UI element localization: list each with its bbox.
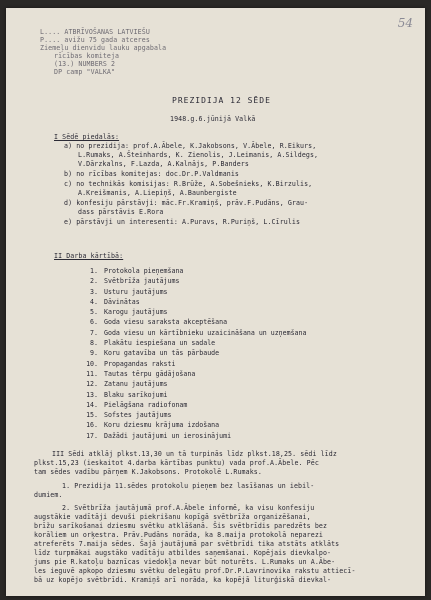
- agenda-item-label: Dāvinātas: [104, 297, 140, 306]
- opening-line: III Sēdi atklāj plkst.13,30 un tā turpinās līdz plkst.18,25. sēdi līdz: [52, 450, 337, 458]
- agenda-item-label: Protokola pieņemšana: [104, 267, 184, 275]
- agenda-item-number: 12.: [86, 380, 98, 389]
- agenda-item-number: 6.: [90, 318, 98, 327]
- agenda-item-label: Blaku sarīkojumi: [104, 390, 168, 399]
- participant-line: a) no prezidija: prof.A.Ābele, K.Jakobsons, V.Ābele, R.Eikurs,: [64, 142, 317, 150]
- participant-line: c) no technikās komisijas: R.Brūže, A.Sobešnieks, K.Birzulis,: [64, 180, 313, 188]
- participant-line: d) konfesiju pārstāvji: māc.Fr.Kramiņš, prāv.F.Pudāns, Grau-: [64, 199, 309, 207]
- participant-line: A.Kreišmanis, A.Liepiņš, A.Baunbergiste: [78, 189, 237, 197]
- agenda-item: [82, 266, 306, 276]
- agenda-item-number: 9.: [90, 349, 98, 358]
- point-line: brīžu sarīkošanai dziesmu svētku atklāšanā. Šis svētbrīdis paredzēts bez: [34, 522, 328, 530]
- agenda-item: [82, 287, 306, 297]
- agenda-item: [82, 328, 306, 338]
- agenda-item-label: Svētbrīža jautājums: [104, 277, 180, 286]
- agenda-item-label: Plakātu iespiešana un sadale: [104, 339, 216, 348]
- agenda-item: [82, 348, 306, 358]
- agenda-item-label: Tautas tērpu gādājošana: [104, 369, 196, 378]
- document-title: PREZIDIJA 12 SĒDE: [172, 96, 271, 105]
- participant-line: L.Rumaks, A.Šteinhards, K. Zienolis, J.Leimanis, A.Sildegs,: [78, 151, 319, 159]
- agenda-item: [82, 400, 306, 410]
- participant-line: dass pārstāvis E.Rora: [78, 208, 164, 216]
- agenda-heading: II Darba kārtībā:: [54, 252, 124, 260]
- agenda-item-label: Dažādi jautājumi un ierosinājumi: [104, 431, 232, 440]
- agenda-item-label: Zatanu jautājums: [104, 380, 168, 389]
- point-line: līdz turpmākai augstāko vadītāju atbildes saņemšanai. Kopējais dievkalpo-: [34, 549, 332, 557]
- org-line: DP camp "VALKA": [54, 68, 116, 76]
- point-line: les ieguvē apkopo dziesmu svētku delegātu prof.Dr.P.Lavrinovika rakstu attiecī-: [34, 567, 356, 575]
- agenda-item-number: 1.: [90, 267, 98, 275]
- agenda-item-label: Koru dziesmu krājuma izdošana: [104, 421, 220, 430]
- agenda-item-label: Koru gatavība un tās pārbaude: [104, 349, 220, 358]
- org-line: L.... ATBRĪVOŠANAS LATVIEŠU: [40, 28, 150, 36]
- agenda-item-number: 10.: [86, 359, 98, 368]
- point-line: atreferēts 7.maija sēdes. Šajā jautājumā par svētbrīdi tika atstāts atklāts: [34, 540, 340, 548]
- agenda-item-number: 14.: [86, 400, 98, 409]
- org-line: (13.) NUMBERS 2: [54, 60, 116, 68]
- agenda-item: [82, 420, 306, 430]
- agenda-item-number: 11.: [86, 369, 98, 378]
- opening-line: plkst.15,23 (ieskaitot 4.darba kārtības punktu) vada prof.A.Ābele. Pēc: [34, 459, 319, 467]
- participant-line: e) pārstāvji un interesenti: A.Puravs, R.Puriņš, L.Cīrulis: [64, 218, 301, 226]
- org-line: rīcības komiteja: [54, 52, 120, 60]
- agenda-item-label: Karogu jautājums: [104, 308, 168, 317]
- agenda-item: [82, 276, 306, 286]
- participant-line: b) no rīcības komitejas: doc.Dr.P.Valdmanis: [64, 170, 239, 178]
- agenda-list: [82, 266, 306, 441]
- agenda-item-label: Propagandas raksti: [104, 359, 176, 368]
- agenda-item-number: 3.: [90, 287, 98, 296]
- date-line: 1948.g.6.jūnijā Valkā: [170, 115, 256, 123]
- agenda-item: [82, 431, 306, 441]
- point-line: bā uz kopējo svētbrīdi. Kramiņš arī norāda, ka kopējā liturģiskā dievkal-: [34, 576, 332, 584]
- point-line: jums pie R.katoļu baznīcas viedokļa nevar būt noturēts. L.Rumaks un A.Ābe-: [34, 558, 336, 566]
- point-line: dumiem.: [34, 491, 63, 499]
- page-number: 54: [397, 16, 413, 30]
- org-line: Ziemeļu dienvidu lauku apgabala: [40, 44, 167, 52]
- document-page: [6, 8, 425, 596]
- point-line: augstākie vadītāji devuši piekrišanu kopīgā svētbrīža organizēšanai,: [34, 513, 311, 521]
- agenda-item: [82, 307, 306, 317]
- agenda-item-number: 2.: [90, 277, 98, 286]
- point-line: 1. Prezidija 11.sēdes protokolu pieņem bez lasīšanas un iebil-: [62, 482, 315, 490]
- agenda-item-label: Goda viesu saraksta akceptēšana: [104, 318, 228, 327]
- participant-line: V.Dārzkalns, F.Lazda, A.Kalnājs, P.Banders: [78, 160, 249, 168]
- agenda-item-label: Goda viesu un kārtībnieku uzaicināšana un uzņemšana: [104, 328, 307, 337]
- point-line: 2. Svētbrīža jautājumā prof.A.Ābele informē, ka visu konfesiju: [62, 504, 315, 512]
- agenda-item-label: Usturu jautājums: [104, 287, 168, 296]
- agenda-item-number: 15.: [86, 411, 98, 420]
- agenda-item-number: 8.: [90, 339, 98, 348]
- org-line: P.... avižu 75 gada atceres: [40, 36, 150, 44]
- agenda-item: [82, 359, 306, 369]
- agenda-item-label: Sofstes jautājums: [104, 411, 172, 420]
- agenda-item: [82, 297, 306, 307]
- point-line: korāliem un orķestra. Prāv.Pudāns norāda, ka 8.maija protokolā neparezi: [34, 531, 323, 539]
- agenda-item: [82, 390, 306, 400]
- agenda-item-label: Pielāgšana radiofonam: [104, 400, 188, 409]
- agenda-item: [82, 410, 306, 420]
- agenda-item: [82, 338, 306, 348]
- agenda-item-number: 7.: [90, 328, 98, 337]
- agenda-item: [82, 369, 306, 379]
- agenda-item: [82, 379, 306, 389]
- agenda-item-number: 4.: [90, 297, 98, 306]
- opening-line: tam sēdes vadību pārņem K.Jakobsons. Protokolē L.Rumaks.: [34, 468, 262, 476]
- agenda-item-number: 17.: [86, 431, 98, 440]
- agenda-item-number: 5.: [90, 308, 98, 317]
- agenda-item-number: 16.: [86, 421, 98, 430]
- agenda-item-number: 13.: [86, 390, 98, 399]
- section-heading: I Sēdē piedalās:: [54, 133, 120, 141]
- agenda-item: [82, 317, 306, 327]
